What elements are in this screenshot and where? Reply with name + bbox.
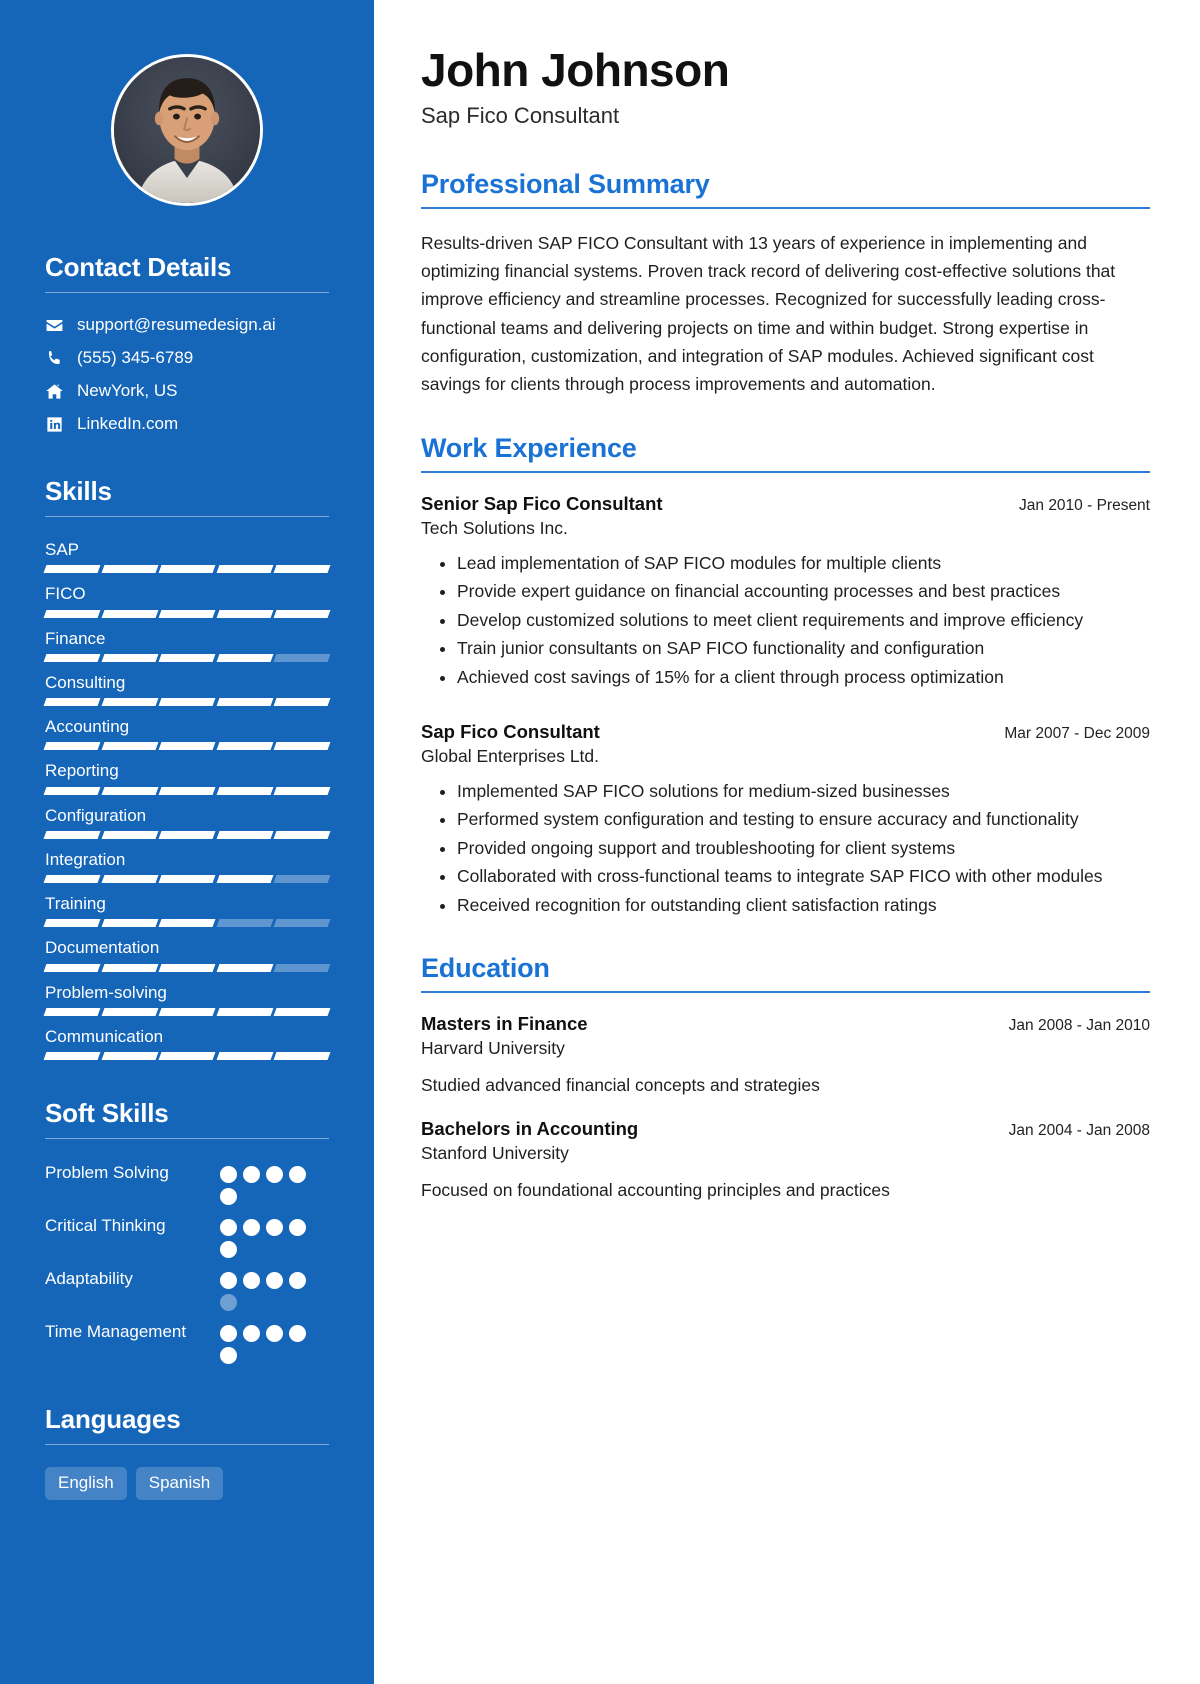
education-entry-description: Studied advanced financial concepts and strategies — [421, 1074, 820, 1095]
contact-item-label: support@resumedesign.ai — [77, 315, 276, 334]
rating-dot — [289, 1219, 306, 1236]
skill-segment — [101, 831, 158, 839]
linkedin-icon — [45, 415, 64, 434]
education-entry-header — [421, 1118, 1150, 1140]
skill-item — [45, 893, 329, 927]
skill-level-bar — [45, 565, 329, 573]
list-item: • Provided ongoing support and troubleshooting for client systems — [457, 835, 1150, 862]
soft-skill-rating — [220, 1320, 325, 1364]
skill-label: SAP — [45, 540, 80, 559]
rating-dot — [243, 1219, 260, 1236]
section-divider — [421, 471, 1150, 473]
skill-level-bar — [45, 610, 329, 618]
rating-dot — [220, 1294, 237, 1311]
education-entry-description: Focused on foundational accounting principles and practices — [421, 1180, 890, 1201]
soft-skill-item — [45, 1320, 329, 1364]
skill-item — [45, 1026, 329, 1060]
page-title: John Johnson — [421, 44, 730, 96]
skill-segment — [274, 919, 331, 927]
rating-dot — [243, 1325, 260, 1342]
education-entry-degree: Masters in Finance — [421, 1012, 588, 1034]
education-entry — [421, 1013, 1150, 1099]
list-item: • Collaborated with cross-functional teams to integrate SAP FICO with other modules — [457, 863, 1150, 890]
envelope-icon — [45, 316, 64, 335]
skill-segment — [216, 654, 273, 662]
soft-skills-section — [45, 1098, 329, 1364]
rating-dot — [289, 1166, 306, 1183]
skill-segment — [44, 1008, 101, 1016]
skill-label: Consulting — [45, 672, 126, 692]
skill-segment — [159, 742, 216, 750]
contact-heading: Contact Details — [45, 252, 232, 282]
skill-segment — [101, 565, 158, 573]
phone-icon — [45, 349, 64, 368]
rating-dot — [220, 1272, 237, 1289]
skill-segment — [216, 1008, 273, 1016]
skill-segment — [159, 1052, 216, 1060]
work-experience-heading: Work Experience — [421, 432, 637, 463]
skill-level-bar — [45, 875, 329, 883]
work-experience-list — [421, 493, 1150, 919]
languages-divider — [45, 1444, 329, 1445]
skill-item — [45, 672, 329, 706]
list-item: • Implemented SAP FICO solutions for medium-sized businesses — [457, 778, 1150, 805]
skills-heading: Skills — [45, 476, 112, 506]
work-experience-section — [421, 433, 1150, 919]
list-item: • Achieved cost savings of 15% for a client through process optimization — [457, 664, 1150, 691]
skill-segment — [101, 698, 158, 706]
skill-segment — [101, 919, 158, 927]
skill-segment — [274, 875, 331, 883]
education-entry-header — [421, 1013, 1150, 1035]
skills-section — [45, 476, 329, 1060]
work-entry-bullets — [421, 778, 1150, 919]
skill-segment — [159, 565, 216, 573]
skill-segment — [159, 919, 216, 927]
skill-segment — [44, 565, 101, 573]
work-entry-role: Sap Fico Consultant — [421, 720, 600, 742]
soft-skill-rating — [220, 1161, 325, 1205]
work-entry-role: Senior Sap Fico Consultant — [421, 492, 663, 514]
education-entry — [421, 1118, 1150, 1204]
contact-item-email[interactable] — [45, 315, 329, 335]
rating-dot — [220, 1219, 237, 1236]
contact-item-label: (555) 345-6789 — [77, 348, 194, 367]
skill-level-bar — [45, 964, 329, 972]
skill-item — [45, 760, 329, 794]
skill-segment — [44, 919, 101, 927]
skill-segment — [159, 610, 216, 618]
skill-label: Communication — [45, 1026, 164, 1046]
skill-level-bar — [45, 787, 329, 795]
skill-label: Documentation — [45, 938, 160, 958]
skill-segment — [274, 964, 331, 972]
list-item: • Received recognition for outstanding client satisfaction ratings — [457, 892, 1150, 919]
skill-segment — [159, 1008, 216, 1016]
soft-skill-rating — [220, 1214, 325, 1258]
languages-tag-list — [45, 1467, 329, 1500]
skill-level-bar — [45, 742, 329, 750]
skill-segment — [44, 1052, 101, 1060]
rating-dot — [220, 1188, 237, 1205]
skill-segment — [44, 875, 101, 883]
skill-segment — [101, 1052, 158, 1060]
soft-skill-label: Adaptability — [45, 1269, 133, 1288]
rating-dot — [266, 1219, 283, 1236]
skill-segment — [274, 610, 331, 618]
soft-skill-item — [45, 1161, 329, 1205]
rating-dot — [266, 1166, 283, 1183]
contact-item-phone[interactable] — [45, 348, 329, 368]
section-divider — [421, 991, 1150, 993]
work-entry — [421, 721, 1150, 919]
list-item: • Develop customized solutions to meet client requirements and improve efficiency — [457, 607, 1150, 634]
skill-level-bar — [45, 1052, 329, 1060]
skill-segment — [274, 565, 331, 573]
education-entry-degree: Bachelors in Accounting — [421, 1118, 639, 1140]
contact-item-label: LinkedIn.com — [77, 414, 179, 433]
education-entry-date: Jan 2004 - Jan 2008 — [1008, 1122, 1150, 1140]
contact-list — [45, 315, 329, 434]
skill-level-bar — [45, 919, 329, 927]
skill-segment — [101, 610, 158, 618]
work-entry-date: Jan 2010 - Present — [1019, 496, 1150, 514]
skill-segment — [216, 964, 273, 972]
skill-segment — [216, 919, 273, 927]
skill-segment — [274, 742, 331, 750]
skill-segment — [101, 787, 158, 795]
contact-item-label: NewYork, US — [77, 381, 178, 400]
rating-dot — [243, 1166, 260, 1183]
soft-skill-item — [45, 1214, 329, 1258]
education-entry-school: Stanford University — [421, 1143, 569, 1164]
avatar — [111, 54, 263, 206]
rating-dot — [266, 1325, 283, 1342]
skill-level-bar — [45, 831, 329, 839]
languages-heading: Languages — [45, 1404, 181, 1434]
rating-dot — [243, 1272, 260, 1289]
education-section — [421, 953, 1150, 1204]
skill-segment — [159, 654, 216, 662]
contact-item-location[interactable] — [45, 381, 329, 401]
skill-label: Configuration — [45, 805, 147, 825]
rating-dot — [220, 1325, 237, 1342]
soft-skills-divider — [45, 1138, 329, 1139]
work-entry-header — [421, 493, 1150, 515]
skill-segment — [274, 831, 331, 839]
skill-segment — [44, 831, 101, 839]
work-entry-header — [421, 721, 1150, 743]
skill-segment — [216, 742, 273, 750]
soft-skill-rating — [220, 1267, 325, 1311]
languages-section — [45, 1404, 329, 1500]
professional-summary-heading: Professional Summary — [421, 168, 710, 199]
skill-segment — [216, 565, 273, 573]
skill-segment — [159, 831, 216, 839]
list-item: • Train junior consultants on SAP FICO functionality and configuration — [457, 635, 1150, 662]
skill-level-bar — [45, 1008, 329, 1016]
skill-segment — [44, 742, 101, 750]
soft-skill-label: Problem Solving — [45, 1163, 169, 1182]
work-entry-company: Tech Solutions Inc. — [421, 517, 568, 538]
skill-segment — [101, 742, 158, 750]
skill-segment — [101, 1008, 158, 1016]
soft-skill-label: Critical Thinking — [45, 1216, 166, 1235]
education-entry-date: Jan 2008 - Jan 2010 — [1008, 1016, 1150, 1034]
soft-skill-item — [45, 1267, 329, 1311]
skill-segment — [159, 698, 216, 706]
job-title: Sap Fico Consultant — [421, 102, 620, 128]
skill-segment — [159, 875, 216, 883]
skill-segment — [274, 698, 331, 706]
skill-segment — [274, 654, 331, 662]
skill-segment — [216, 610, 273, 618]
skill-segment — [274, 1008, 331, 1016]
work-entry — [421, 493, 1150, 691]
skill-item — [45, 849, 329, 883]
professional-summary-text: Results-driven SAP FICO Consultant with 13 years of experience in implementing and optimizing financial systems. Proven track record of delivering cost-effective solutions that improve efficiency and streamline processes. Recognized for successfully leading cross-functional teams and delivering projects on time and within budget. Strong expertise in configuration, customization, and integration of SAP modules. Achieved significant cost savings for clients through process improvements and automation. — [421, 232, 1116, 395]
rating-dot — [220, 1166, 237, 1183]
list-item: • Provide expert guidance on financial accounting processes and best practices — [457, 578, 1150, 605]
home-icon — [45, 382, 64, 401]
skill-segment — [44, 698, 101, 706]
rating-dot — [220, 1347, 237, 1364]
skill-item — [45, 982, 329, 1016]
skill-item — [45, 937, 329, 971]
skill-segment — [101, 654, 158, 662]
rating-dot — [289, 1272, 306, 1289]
work-entry-company: Global Enterprises Ltd. — [421, 745, 600, 766]
contact-divider — [45, 292, 329, 293]
skills-divider — [45, 516, 329, 517]
language-tag: Spanish — [136, 1467, 223, 1500]
main-content — [374, 0, 1200, 1684]
skill-label: FICO — [45, 584, 86, 604]
skill-label: Reporting — [45, 761, 119, 781]
skill-segment — [274, 787, 331, 795]
skill-segment — [159, 964, 216, 972]
skill-segment — [216, 831, 273, 839]
rating-dot — [289, 1325, 306, 1342]
skill-segment — [216, 1052, 273, 1060]
skill-segment — [216, 787, 273, 795]
skill-segment — [274, 1052, 331, 1060]
avatar-container — [45, 54, 329, 206]
skill-segment — [101, 875, 158, 883]
list-item: • Performed system configuration and testing to ensure accuracy and functionality — [457, 806, 1150, 833]
work-entry-date: Mar 2007 - Dec 2009 — [1004, 724, 1150, 742]
skill-item — [45, 628, 329, 662]
contact-section — [45, 252, 329, 434]
skills-list — [45, 539, 329, 1060]
skill-label: Accounting — [45, 717, 130, 736]
soft-skills-heading: Soft Skills — [45, 1098, 169, 1128]
skill-segment — [101, 964, 158, 972]
soft-skills-list — [45, 1161, 329, 1364]
skill-item — [45, 583, 329, 617]
contact-item-linkedin[interactable] — [45, 414, 329, 434]
education-entry-school: Harvard University — [421, 1037, 565, 1058]
skill-item — [45, 716, 329, 750]
skill-segment — [44, 610, 101, 618]
education-list — [421, 1013, 1150, 1204]
skill-item — [45, 805, 329, 839]
work-entry-bullets — [421, 550, 1150, 691]
skill-label: Training — [45, 894, 106, 913]
skill-item — [45, 539, 329, 573]
rating-dot — [220, 1241, 237, 1258]
rating-dot — [266, 1272, 283, 1289]
skill-segment — [44, 654, 101, 662]
education-heading: Education — [421, 952, 550, 983]
skill-segment — [216, 698, 273, 706]
skill-level-bar — [45, 698, 329, 706]
sidebar — [0, 0, 374, 1684]
skill-segment — [44, 787, 101, 795]
skill-label: Integration — [45, 849, 126, 869]
professional-summary-section — [421, 169, 1150, 399]
section-divider — [421, 207, 1150, 209]
language-tag: English — [45, 1467, 127, 1500]
list-item: • Lead implementation of SAP FICO modules for multiple clients — [457, 550, 1150, 577]
skill-label: Problem-solving — [45, 982, 167, 1002]
skill-label: Finance — [45, 628, 106, 648]
soft-skill-label: Time Management — [45, 1322, 187, 1341]
skill-segment — [216, 875, 273, 883]
skill-segment — [44, 964, 101, 972]
skill-segment — [159, 787, 216, 795]
profile-photo-icon — [114, 57, 260, 203]
skill-level-bar — [45, 654, 329, 662]
